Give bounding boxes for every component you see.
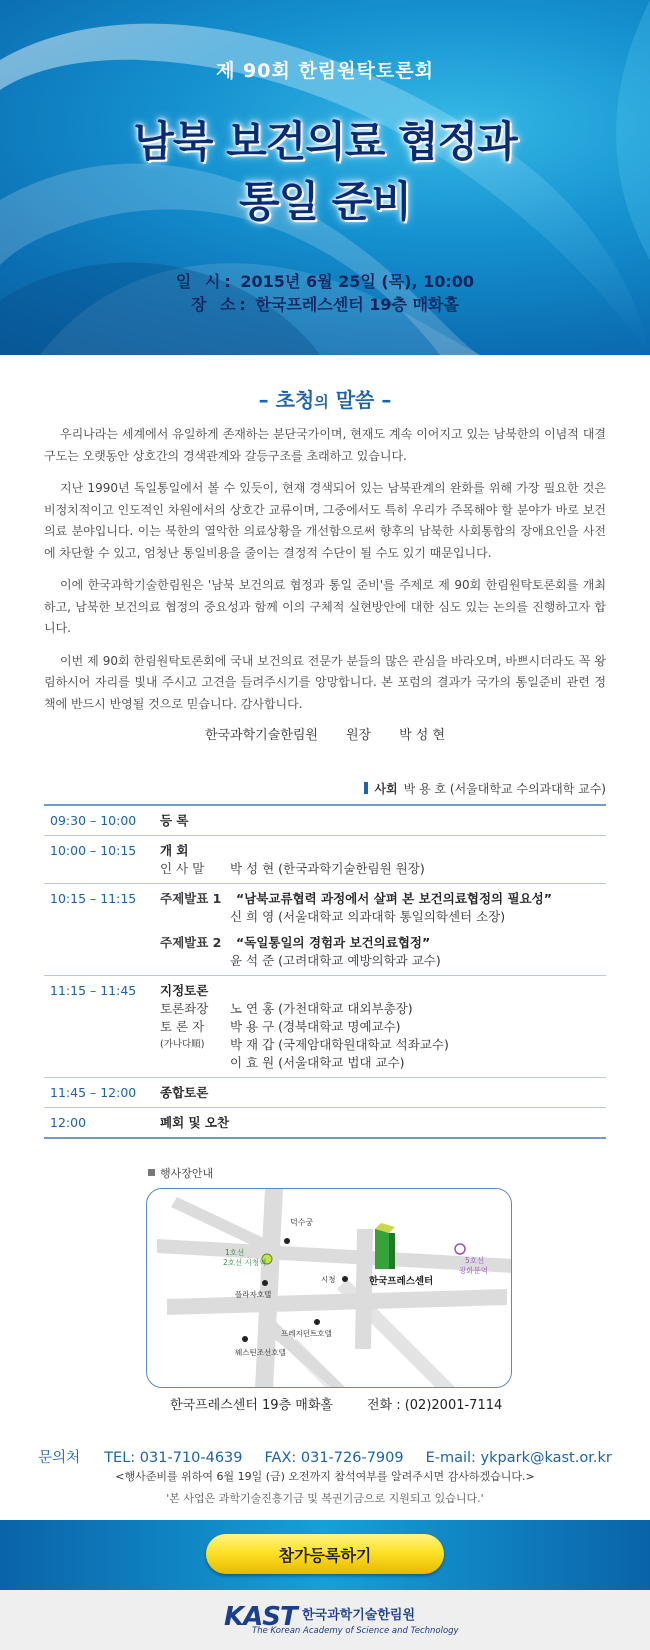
topic-label: 주제발표 2 <box>160 935 222 950</box>
title-small: 의 <box>314 393 329 411</box>
signature <box>0 724 650 743</box>
session-title: 지정토론 <box>160 983 209 998</box>
map-label: 프레지던트호텔 <box>281 1329 332 1338</box>
session-title: 종합토론 <box>160 1085 209 1100</box>
sub-value: 노 연 홍 (가천대학교 대외부총장) <box>230 1001 413 1016</box>
sub-value: 박 용 구 (경북대학교 명예교수) <box>230 1019 401 1034</box>
moderator-name: 박 용 호 <box>403 782 447 796</box>
topic-label: 주제발표 1 <box>160 891 222 906</box>
schedule-row <box>44 884 606 976</box>
bullet-bar-icon <box>364 782 368 794</box>
speaker: 윤 석 준 (고려대학교 예방의학과 교수) <box>230 953 441 968</box>
square-bullet-icon <box>148 1169 155 1176</box>
register-button[interactable]: 참가등록하기 <box>206 1534 444 1574</box>
kast-logo[interactable]: KAST <box>224 1602 297 1632</box>
sign-org: 한국과학기술한림원 <box>204 728 318 743</box>
event-title <box>0 112 650 232</box>
moderator <box>364 780 606 797</box>
title-line-2: 통일 준비 <box>239 177 411 226</box>
contact-email[interactable]: E-mail: ykpark@kast.or.kr <box>425 1450 612 1466</box>
title-word-2: 말씀 <box>335 388 375 412</box>
sub-value: 이 효 원 (서울대학교 법대 교수) <box>230 1055 405 1070</box>
session-time: 10:15 – 11:15 <box>50 891 137 906</box>
title-word-1: 초청 <box>275 388 315 412</box>
press-center-building-icon <box>375 1223 395 1269</box>
session-time: 12:00 <box>50 1115 87 1130</box>
session-time: 11:15 – 11:45 <box>50 983 137 998</box>
invitation-title <box>0 384 650 413</box>
sub-label: 토 론 자 <box>160 1019 205 1034</box>
venue-phone: 전화 : (02)2001-7114 <box>366 1398 503 1413</box>
footer <box>0 1590 650 1650</box>
place-label: 장 소: <box>191 295 250 314</box>
map-label: 광화문역 <box>459 1266 488 1275</box>
venue-map <box>146 1188 512 1388</box>
speaker: 신 희 영 (서울대학교 의과대학 통일의학센터 소장) <box>230 909 506 924</box>
date-value: 2015년 6월 25일 (목), 10:00 <box>240 272 475 291</box>
map-roads-icon <box>147 1189 512 1388</box>
map-label: 플라자호텔 <box>235 1290 272 1299</box>
map-label: 한국프레스센터 <box>369 1276 434 1287</box>
moderator-affiliation: (서울대학교 수의과대학 교수) <box>449 782 606 796</box>
contact-info <box>0 1446 650 1467</box>
contact-tel[interactable]: TEL: 031-710-4639 <box>104 1450 243 1466</box>
map-label: 1호선 <box>225 1248 245 1257</box>
venue-footer <box>0 1394 650 1413</box>
title-dash-right: – <box>381 388 392 412</box>
session-time: 09:30 – 10:00 <box>50 813 137 828</box>
schedule-row <box>44 836 606 884</box>
rsvp-note: <행사준비를 위하여 6월 19일 (금) 오전까지 참석여부를 알려주시면 감사하겠습니다.> <box>115 1470 535 1483</box>
sponsor-note: '본 사업은 과학기술진흥기금 및 복권기금으로 지원되고 있습니다.' <box>166 1492 484 1505</box>
schedule-table <box>44 804 606 1139</box>
paragraph-1: 우리나라는 세계에서 유일하게 존재하는 분단국가이며, 현재도 계속 이어지고 있는 남북한의 이념적 대결구도는 오랫동안 상호간의 경색관계와 갈등구조를 초래하고 있습니다. <box>44 427 606 463</box>
moderator-label: 사회 <box>374 782 398 796</box>
session-title: 등 록 <box>160 813 189 828</box>
schedule-row <box>44 806 606 836</box>
org-name-en: The Korean Academy of Science and Technology <box>252 1626 459 1636</box>
paragraph-4: 이번 제 90회 한림원탁토론회에 국내 보건의료 전문가 분들의 많은 관심을 바라오며, 바쁘시더라도 꼭 왕림하시어 자리를 빛내 주시고 고견을 들려주시기를 앙망합니다. 본 포럼의 결과가 국가의 통일준비 관련 정책에 반드시 반영될 것으로 믿습니다. 감사합니다. <box>44 653 606 711</box>
header-banner <box>0 0 650 355</box>
contact-fax: FAX: 031-726-7909 <box>264 1450 404 1466</box>
event-place <box>0 293 650 316</box>
topic-title: “남북교류협력 과정에서 살펴 본 보건의료협정의 필요성” <box>236 891 552 906</box>
org-name-ko: 한국과학기술한림원 <box>302 1608 416 1623</box>
invitation-body <box>44 424 606 726</box>
session-time: 11:45 – 12:00 <box>50 1085 137 1100</box>
sub-label: 토론좌장 <box>160 1001 209 1016</box>
contact-label: 문의처 <box>38 1450 81 1466</box>
sub-label: 인 사 말 <box>160 861 205 876</box>
map-label: 덕수궁 <box>290 1218 314 1227</box>
schedule-row <box>44 1108 606 1137</box>
date-label: 일 시: <box>175 272 235 291</box>
panel-note: (가나다順) <box>160 1039 205 1050</box>
schedule-row <box>44 1078 606 1108</box>
sub-value: 박 재 갑 (국제암대학원대학교 석좌교수) <box>230 1037 449 1052</box>
sub-value: 박 성 현 (한국과학기술한림원 원장) <box>230 861 425 876</box>
sign-role: 원장 <box>345 728 372 743</box>
venue-place: 한국프레스센터 19층 매화홀 <box>170 1398 333 1413</box>
map-label: 5호선 <box>465 1256 485 1265</box>
topic-title: “독일통일의 경험과 보건의료협정” <box>236 935 431 950</box>
event-meta <box>0 270 650 316</box>
conference-name: 제 90회 한림원탁토론회 <box>216 60 434 82</box>
map-label: 2호선 시청역 <box>223 1258 267 1267</box>
schedule-row <box>44 976 606 1078</box>
session-title: 폐회 및 오찬 <box>160 1115 230 1130</box>
session-title: 개 회 <box>160 843 189 858</box>
paragraph-2: 지난 1990년 독일통일에서 볼 수 있듯이, 현재 경색되어 있는 남북관계의 완화를 위해 가장 필요한 것은 비정치적이고 인도적인 차원에서의 상호간 교류이며, 그중에서도 특히 우리가 주목해야 할 분야가 바로 보건의료 분야입니다. 이는 북한의 열악한 의료상황을 개선함으로써 향후의 남북한 사회통합의 장애요인을 사전에 차단할 수 있고, 엄청난 통일비용을 줄이는 결정적 수단이 될 수도 있기 때문입니다. <box>44 481 606 560</box>
paragraph-3: 이에 한국과학기술한림원은 '남북 보건의료 협정과 통일 준비'를 주제로 제 90회 한림원탁토론회를 개최하고, 남북한 보건의료 협정의 중요성과 함께 이의 구체적 실현방안에 대한 심도 있는 논의를 진행하고자 합니다. <box>44 578 606 635</box>
title-line-1: 남북 보건의료 협정과 <box>133 117 517 166</box>
place-value: 한국프레스센터 19층 매화홀 <box>255 295 459 314</box>
map-label: 시청 <box>321 1275 336 1284</box>
session-time: 10:00 – 10:15 <box>50 843 137 858</box>
map-label: 웨스틴조선호텔 <box>235 1348 286 1357</box>
event-date <box>0 270 650 293</box>
title-dash-left: – <box>258 388 269 412</box>
venue-heading: 행사장안내 <box>148 1165 213 1181</box>
sign-name: 박 성 현 <box>399 728 446 743</box>
